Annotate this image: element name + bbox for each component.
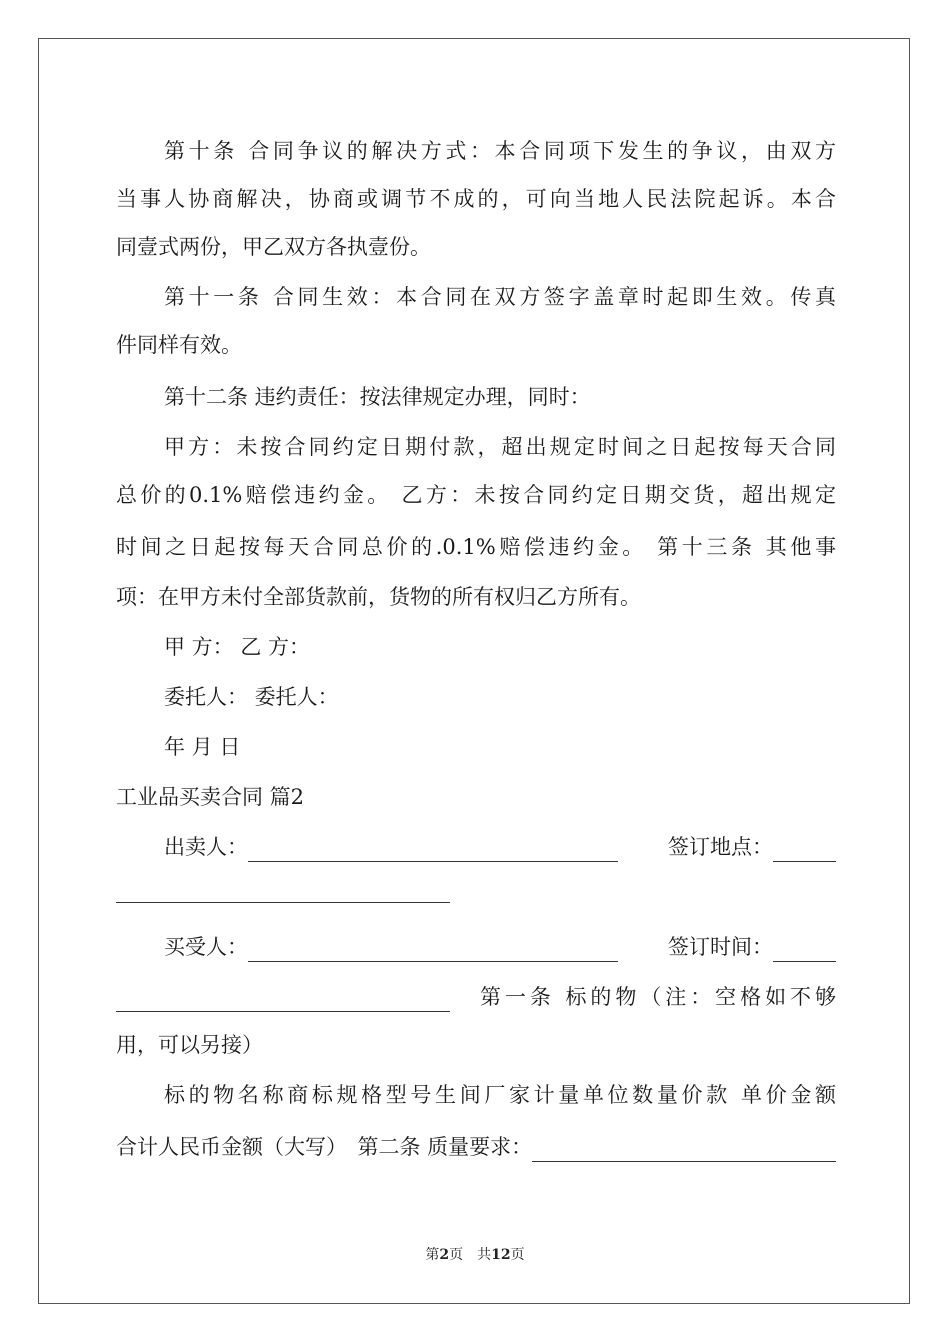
- footer-page-number: 2: [439, 1247, 450, 1263]
- paragraph-line: 件同样有效。: [116, 333, 242, 357]
- paragraph-line: 用，可以另接）: [116, 1033, 263, 1057]
- paragraph-line: 总价的0.1%赔偿违约金。 乙方：未按合同约定日期交货，超出规定: [116, 483, 836, 507]
- sign-place-blank: [773, 839, 836, 862]
- sign-place-label: 签订地点：: [668, 835, 773, 859]
- paragraph-line: 第十一条 合同生效：本合同在双方签字盖章时起即生效。传真: [164, 285, 836, 309]
- footer-suffix: 页: [510, 1247, 525, 1263]
- seller-blank: [248, 839, 618, 862]
- paragraph-line: 甲方：未按合同约定日期付款，超出规定时间之日起按每天合同: [164, 435, 836, 459]
- paragraph-line: 时间之日起按每天合同总价的.0.1%赔偿违约金。 第十三条 其他事: [116, 535, 836, 559]
- paragraph-line: 第十二条 违约责任：按法律规定办理，同时：: [164, 385, 591, 409]
- buyer-blank: [248, 939, 618, 962]
- article1-text: 第一条 标的物（注：空格如不够: [480, 985, 836, 1009]
- sign-time-label: 签订时间：: [668, 935, 773, 959]
- footer-total-pages: 12: [491, 1247, 511, 1263]
- page-footer: [0, 1244, 950, 1264]
- footer-prefix: 第: [425, 1247, 440, 1263]
- seller-label: 出卖人：: [164, 835, 248, 859]
- buyer-label: 买受人：: [164, 935, 248, 959]
- sign-time-blank-line2: [116, 989, 450, 1012]
- article1-row: [116, 982, 836, 1012]
- paragraph-line: 第十条 合同争议的解决方式：本合同项下发生的争议，由双方: [164, 139, 836, 163]
- sign-place-blank-cont: [116, 880, 450, 910]
- paragraph-line: 当事人协商解决，协商或调节不成的，可向当地人民法院起诉。本合: [116, 187, 836, 211]
- paragraph-line: 项：在甲方未付全部货款前，货物的所有权归乙方所有。: [116, 585, 641, 609]
- quality-row: [116, 1132, 836, 1162]
- quality-label: 合计人民币金额（大写） 第二条 质量要求：: [116, 1135, 533, 1159]
- party-line: 甲 方： 乙 方：: [164, 635, 311, 659]
- quality-blank: [532, 1139, 836, 1162]
- section-heading: 工业品买卖合同 篇2: [116, 785, 305, 809]
- table-header-line: 标的物名称商标规格型号生间厂家计量单位数量价款 单价金额: [164, 1083, 836, 1107]
- agent-line: 委托人： 委托人：: [164, 685, 339, 709]
- buyer-row: [164, 932, 836, 962]
- sign-place-blank-line2: [116, 880, 450, 903]
- seller-row: [164, 832, 836, 862]
- date-line: 年 月 日: [164, 735, 241, 759]
- paragraph-line: 同壹式两份，甲乙双方各执壹份。: [116, 235, 431, 259]
- page-border: [38, 38, 910, 1304]
- sign-time-blank: [773, 939, 836, 962]
- footer-middle: 页 共: [449, 1247, 492, 1263]
